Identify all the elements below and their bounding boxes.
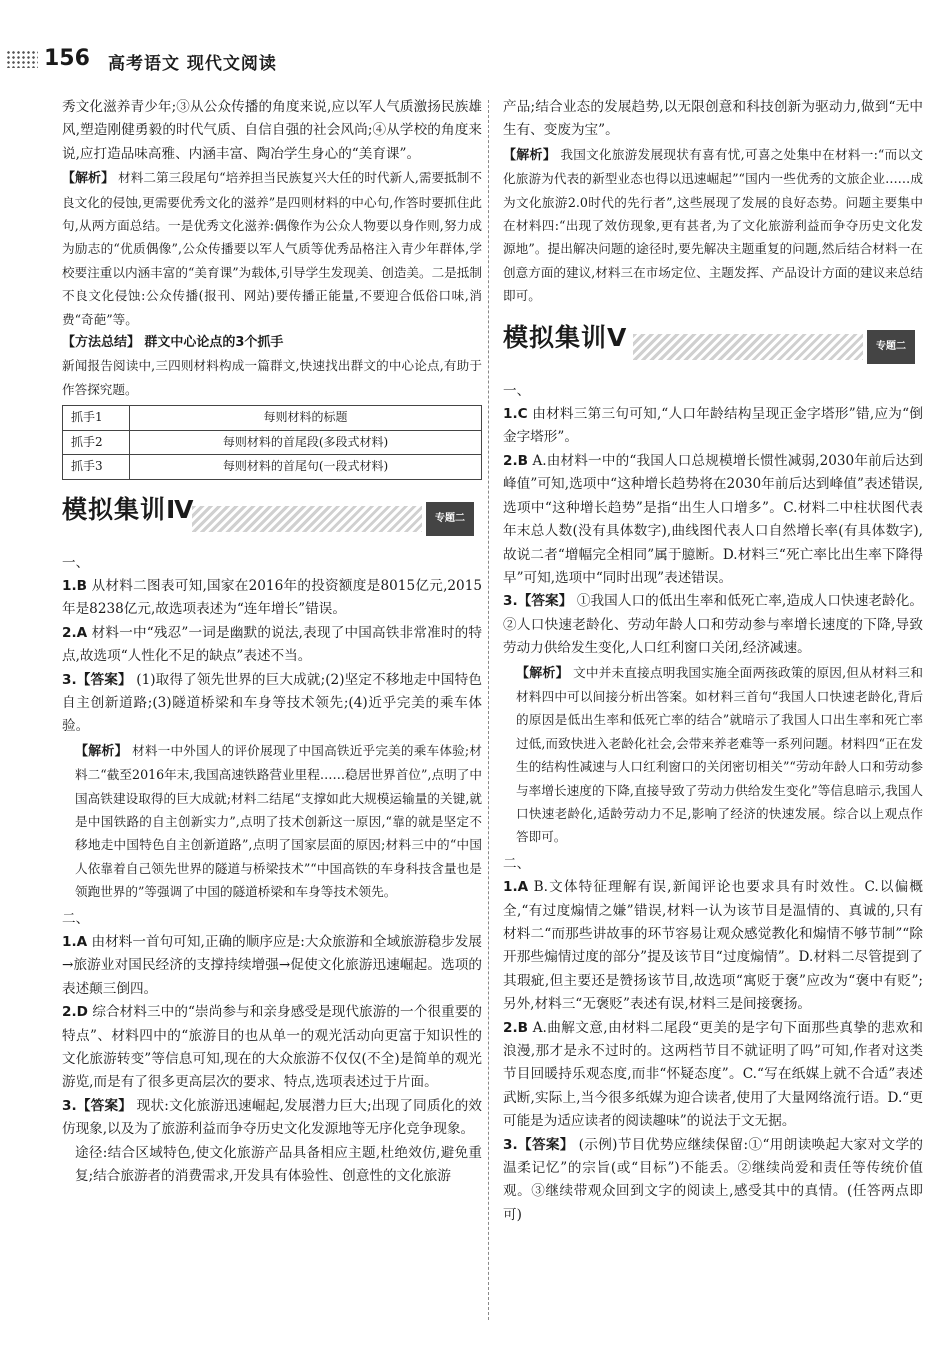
table-row: [63, 455, 482, 479]
section-banner: [503, 318, 923, 374]
answer-list: [62, 552, 482, 1189]
table-cell: 每则材料的标题: [130, 406, 482, 430]
topic-badge: 专题二: [867, 330, 915, 364]
column-divider: [488, 100, 489, 1320]
answer-item: [503, 403, 923, 450]
answer-item: [62, 1001, 482, 1095]
method-summary: [62, 331, 482, 354]
banner-title: 模拟集训Ⅳ: [62, 494, 195, 524]
question-number: 2.D: [62, 1004, 88, 1021]
right-column: [503, 96, 923, 1227]
question-number: 3.【答案】: [503, 1136, 574, 1153]
answer-text: ①我国人口的低出生率和低死亡率,造成人口快速老龄化。②人口快速老龄化、劳动年龄人口和劳动参与率增长速度的下降,导致劳动力供给发生变化,人口红利窗口关闭,经济减速。: [503, 593, 923, 657]
answer-item: [503, 450, 923, 590]
answer-list: [503, 380, 923, 1228]
answer-text: A.由材料一中的“我国人口总规模增长惯性减弱,2030年前后达到峰值”可知,选项中“这种增长趋势将在2030年前后达到峰值”表述错误,选项中“这种增长趋势”是指“出生人口增多”。C.材料二中柱状图代表年末总人数(没有具体数字),曲线图代表人口自然增长率(有具体数字),故说二者“增幅完全相同”属于臆断。D.材料三“死亡率比出生率下降得早”可知,选项中“同时出现”表述错误。: [503, 452, 923, 586]
analysis-paragraph: [62, 739, 482, 904]
page-number: 156: [44, 46, 90, 71]
question-number: 1.A: [62, 934, 88, 950]
analysis-tag: 【解析】: [516, 665, 569, 681]
answer-item: [503, 1017, 923, 1134]
analysis-text: 材料一中外国人的评价展现了中国高铁近乎完美的乘车体验;材料二“截至2016年末,我国高速铁路营业里程……稳居世界首位”,点明了中国高铁建设取得的巨大成就;材料二结尾“支撑如此大规模运输量的关键,就是中国铁路的自主创新实力”,点明了技术创新这一原因,“靠的就是坚定不移地走中国特色自主创新道路”,点明了国家层面的原因;材料三中的“中国人依靠着自己领先世界的隧道与桥梁技术”“中国高铁的车身科技含量也是领跑世界的”等强调了中国的隧道桥梁和车身等技术领先。: [75, 742, 482, 900]
analysis-text: 我国文化旅游发展现状有喜有忧,可喜之处集中在材料一:“而以文化旅游为代表的新型业态也得以迅速崛起”“国内一些优秀的文旅企业……成为文化旅游2.0时代的先行者”,这些展现了发展的良好态势。问题主要集中在材料四:“出现了效仿现象,更有甚者,为了文化旅游利益而争夺历史文化发源地”。提出解决问题的途径时,要先解决主题重复的问题,然后结合材料一在创意方面的建议,材料三在市场定位、主题发挥、产品设计方面的建议来总结即可。: [503, 146, 923, 304]
answer-text: 由材料三第三句可知,“人口年龄结构呈现正金字塔形”错,应为“倒金字塔形”。: [503, 406, 923, 446]
grab-table: [62, 405, 482, 479]
question-number: 3.【答案】: [62, 671, 132, 688]
analysis-text: 文中并未直接点明我国实施全面两孩政策的原因,但从材料三和材料四中可以间接分析出答案。如材料三首句“我国人口快速老龄化,背后的原因是低出生率和低死亡率的结合”就暗示了我国人口出生率和死亡率过低,而致快进入老龄化社会,会带来养老难等一系列问题。材料四“正在发生的结构性减速与人口红利窗口的关闭密切相关”“劳动年龄人口和劳动参与率增长速度的下降,直接导致了劳动力供给发生变化”等信息暗示,我国人口快速老龄化,适龄劳动力不足,影响了经济的快速发展。综合以上观点作答即可。: [516, 664, 923, 845]
table-cell: 每则材料的首尾句(一段式材料): [130, 455, 482, 479]
question-number: 1.A: [503, 879, 529, 896]
table-row: [63, 406, 482, 430]
section-heading: 二、: [62, 910, 90, 927]
book-title: 高考语文 现代文阅读: [108, 54, 277, 74]
answer-text: (示例)节目优势应继续保留:①“用朗读唤起大家对文学的温柔记忆”的宗旨(或“目标”)不能丢。②继续尚爱和责任等传统价值观。③继续带观众回到文字的阅读上,感受其中的真情。(任答两点即可): [503, 1136, 924, 1223]
answer-continuation: 途径:结合区域特色,使文化旅游产品具备相应主题,杜绝效仿,避免重复;结合旅游者的消费需求,开发具有体验性、创意性的文化旅游: [75, 1144, 482, 1185]
answer-item: [62, 669, 482, 739]
answer-item: [62, 1095, 482, 1142]
analysis-paragraph: [503, 661, 923, 849]
paragraph: 秀文化滋养青少年;③从公众传播的角度来说,应以军人气质激扬民族雄风,塑造刚健勇毅的时代气质、自信自强的社会风尚;④从学校的角度来说,应打造品味高雅、内涵丰富、陶冶学生身心的“美育课”。: [62, 99, 482, 162]
analysis-tag: 【解析】: [75, 743, 128, 759]
banner-stripe: [192, 506, 422, 532]
topic-badge: 专题二: [426, 502, 474, 536]
answer-item: [62, 931, 482, 1001]
method-text: 新闻报告阅读中,三四则材料构成一篇群文,快速找出群文的中心论点,有助于作答探究题。: [62, 358, 482, 397]
answer-text: 综合材料三中的“崇尚参与和亲身感受是现代旅游的一个很重要的特点”、材料四中的“旅游目的也从单一的观光活动向更富于知识性的文化旅游转变”等信息可知,现在的大众旅游不仅仅(不全)是简单的观光游览,而是有了很多更高层次的要求、特点,选项表述过于片面。: [62, 1004, 482, 1091]
question-number: 2.B: [503, 1019, 528, 1036]
section-heading: 一、: [503, 382, 531, 399]
answer-text: B.文体特征理解有误,新闻评论也要求具有时效性。C.以偏概全,“有过度煽情之嫌”错误,材料一认为该节目是温情的、真诚的,只有材料二“而那些讲故事的环节容易让观众感觉教化和煽情不够节制”“除开那些煽情过度的部分”提及该节目“过度煽情”。D.材料二尽管提到了其瑕疵,但主要还是赞扬该节目,故选项“寓贬于褒”应改为“褒中有贬”;另外,材料三“无褒贬”表述有误,材料三是间接褒扬。: [503, 879, 923, 1013]
analysis-text: 材料二第三段尾句“培养担当民族复兴大任的时代新人,需要抵制不良文化的侵蚀,更需要优秀文化的滋养”是四则材料的中心句,作答时要抓住此句,从两方面总结。一是优秀文化滋养:偶像作为公众人物要以身作则,努力成为励志的“优质偶像”,公众传播要以军人气质等优秀品格注入青少年群体,学校要注重以内涵丰富的“美育课”为载体,引导学生发现美、创造美。二是抵制不良文化侵蚀:公众传播(报刊、网站)要传播正能量,不要迎合低俗口味,消费“奇葩”等。: [62, 170, 482, 327]
banner-title: 模拟集训Ⅴ: [503, 322, 628, 352]
question-number: 3.【答案】: [62, 1097, 133, 1114]
question-number: 1.B: [62, 577, 87, 594]
section-heading: 一、: [62, 554, 90, 571]
answer-item: [62, 575, 482, 622]
analysis-paragraph: [62, 166, 482, 331]
answer-item: [503, 590, 923, 660]
section-heading: 二、: [503, 855, 531, 872]
method-tag: 【方法总结】: [62, 335, 141, 351]
table-cell: 抓手3: [63, 455, 130, 479]
answer-text: 由材料一首句可知,正确的顺序应是:大众旅游和全域旅游稳步发展→旅游业对国民经济的支撑持续增强→促使文化旅游迅速崛起。选项的表述颠三倒四。: [62, 934, 482, 997]
table-cell: 抓手1: [63, 406, 130, 430]
analysis-paragraph: [503, 143, 923, 308]
banner-stripe: [633, 334, 863, 360]
page-header: [0, 40, 950, 80]
answer-text: 材料一中“残忍”一词是幽默的说法,表现了中国高铁非常准时的特点,故选项“人性化不足的缺点”表述不当。: [62, 624, 482, 665]
table-cell: 抓手2: [63, 430, 130, 454]
left-column: [62, 96, 482, 1188]
section-banner: [62, 490, 482, 546]
method-title: 群文中心论点的3个抓手: [144, 335, 284, 351]
answer-item: [503, 876, 923, 1016]
answer-item: [62, 622, 482, 669]
question-number: 2.B: [503, 452, 528, 469]
question-number: 3.【答案】: [503, 593, 573, 610]
question-number: 1.C: [503, 406, 528, 423]
table-row: [63, 430, 482, 454]
table-cell: 每则材料的首尾段(多段式材料): [130, 430, 482, 454]
paragraph: 产品;结合业态的发展趋势,以无限创意和科技创新为驱动力,做到“无中生有、变废为宝”。: [503, 99, 923, 139]
dot-grid-icon: [6, 50, 38, 68]
answer-text: 从材料二图表可知,国家在2016年的投资额度是8015亿元,2015年是8238亿元,故选项表述为“连年增长”错误。: [62, 577, 482, 618]
answer-text: A.曲解文意,由材料二尾段“更美的是字句下面那些真挚的悲欢和浪漫,那才是永不过时的。这两档节目不就证明了吗”可知,作者对这类节目回暖持乐观态度,而非“怀疑态度”。C.“写在纸媒上就不合适”表述武断,实际上,当今很多纸媒为迎合读者,使用了大量网络流行语。D.“更可能是为适应读者的阅读趣味”的说法于文无据。: [503, 1019, 923, 1130]
answer-text: 现状:文化旅游迅速崛起,发展潜力巨大;出现了同质化的效仿现象,以及为了旅游利益而争夺历史文化发源地等无序化竞争现象。: [62, 1097, 483, 1138]
answer-item: [503, 1134, 923, 1228]
question-number: 2.A: [62, 624, 88, 641]
answer-text: (1)取得了领先世界的巨大成就;(2)坚定不移地走中国特色自主创新道路;(3)隧道桥梁和车身等技术领先;(4)近乎完美的乘车体验。: [62, 671, 482, 735]
analysis-tag: 【解析】: [503, 147, 557, 163]
analysis-tag: 【解析】: [62, 171, 115, 187]
